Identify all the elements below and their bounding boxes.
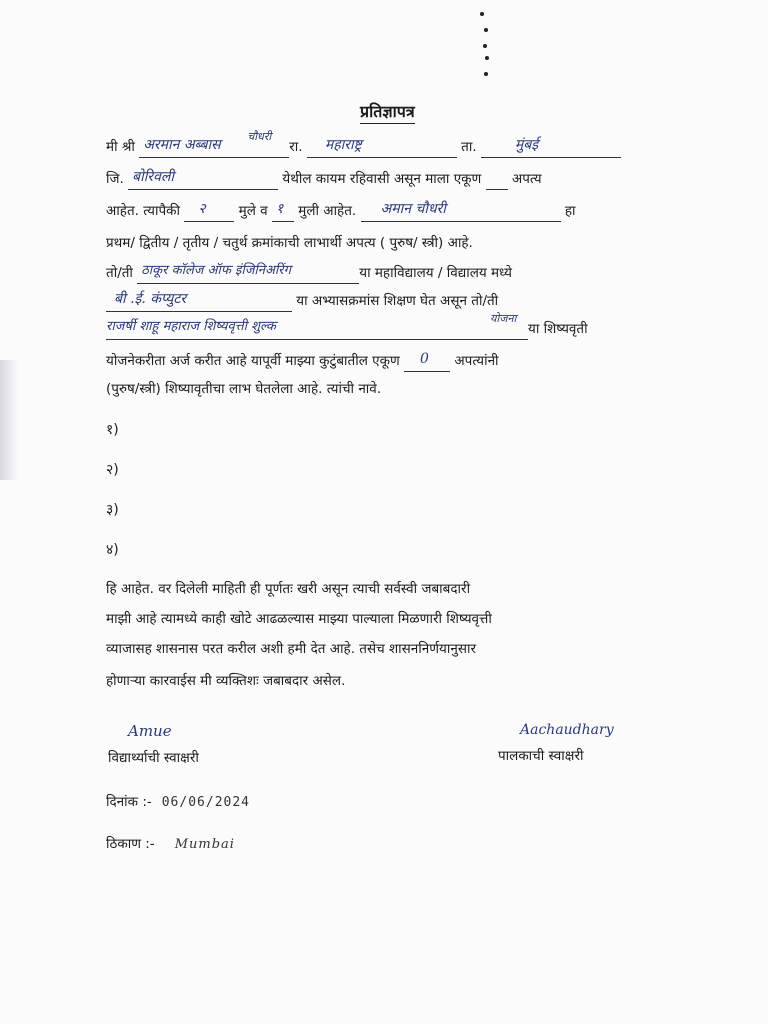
list-item-2: २) [106,462,119,478]
student-signature: Amue [128,722,172,740]
declaration-line-1: हि आहेत. वर दिलेली माहिती ही पूर्णतः खरी असून त्याची सर्वस्वी जबाबदारी [106,581,471,597]
parent-signature: Aachaudhary [520,722,614,738]
declaration-line-2: माझी आहे त्यामध्ये काही खोटे आढळल्यास माझ्या पाल्याला मिळणारी शिष्यवृत्ती [106,611,492,627]
line-children: आहेत. त्यापैकी २ मुले व १ मुली आहेत. अमान चौधरी हा [106,200,575,222]
scan-shadow [0,360,18,480]
parent-signature-label: पालकाची स्वाक्षरी [498,748,584,764]
date-row: दिनांक :- 06/06/2024 [106,794,251,810]
children-count-field [486,171,508,190]
previous-count-field: 0 [404,353,450,372]
state-field: महाराष्ट्र [307,139,457,158]
line-district: जि. बोरिवली येथील कायम रहिवासी असून माला एकूण अपत्य [106,168,542,190]
line-scheme: राजर्षी शाहू महाराज शिष्यवृत्ती शुल्क योजना या शिष्यवृती [106,318,588,340]
list-item-3: ३) [106,502,119,518]
course-field: बी .ई. कंप्युटर [106,293,292,312]
scan-marks [478,10,492,80]
line-college: तो/ती ठाकूर कॉलेज ऑफ इंजिनिअरिंग या महाविद्यालय / विद्यालय मध्ये [106,262,512,284]
line-previous: योजनेकरीता अर्ज करीत आहे यापूर्वी माझ्या कुटुंबातील एकूण 0 अपत्यांनी [106,350,499,372]
line-names-intro: (पुरुष/स्त्री) शिष्यावृतीचा लाभ घेतलेला आहे. त्यांची नावे. [106,381,382,397]
declaration-line-4: होणाऱ्या कारवाईस मी व्यक्तिशः जबाबदार असेल. [106,673,346,689]
student-signature-label: विद्यार्थ्याची स्वाक्षरी [108,750,199,766]
taluka-field: मुंबई [481,139,621,158]
line-name: मी श्री अरमान अब्बास चौधरी रा. महाराष्ट्र ता. मुंबई [106,136,621,158]
line-course: बी .ई. कंप्युटर या अभ्यासक्रमांस शिक्षण घेत असून तो/ती [106,290,498,312]
district-field: बोरिवली [128,171,278,190]
list-item-1: १) [106,422,119,438]
sons-field: २ [184,203,234,222]
child-name-field: अमान चौधरी [361,203,561,222]
scheme-field: राजर्षी शाहू महाराज शिष्यवृत्ती शुल्क योजना [106,321,528,340]
name-field: अरमान अब्बास चौधरी [139,139,289,158]
line-birth-order: प्रथम/ द्वितीय / तृतीय / चतुर्थ क्रमांकाची लाभार्थी अपत्य ( पुरुष/ स्त्री) आहे. [106,235,473,251]
declaration-line-3: व्याजासह शासनास परत करील अशी हमी देत आहे. तसेच शासननिर्णयानुसार [106,641,476,657]
daughters-field: १ [272,203,294,222]
college-field: ठाकूर कॉलेज ऑफ इंजिनिअरिंग [137,265,359,284]
date-value: 06/06/2024 [161,795,251,810]
place-value: Mumbai [174,837,235,852]
page-title: प्रतिज्ञापत्र [360,100,415,124]
list-item-4: ४) [106,542,119,558]
place-row: ठिकाण :- Mumbai [106,836,235,852]
